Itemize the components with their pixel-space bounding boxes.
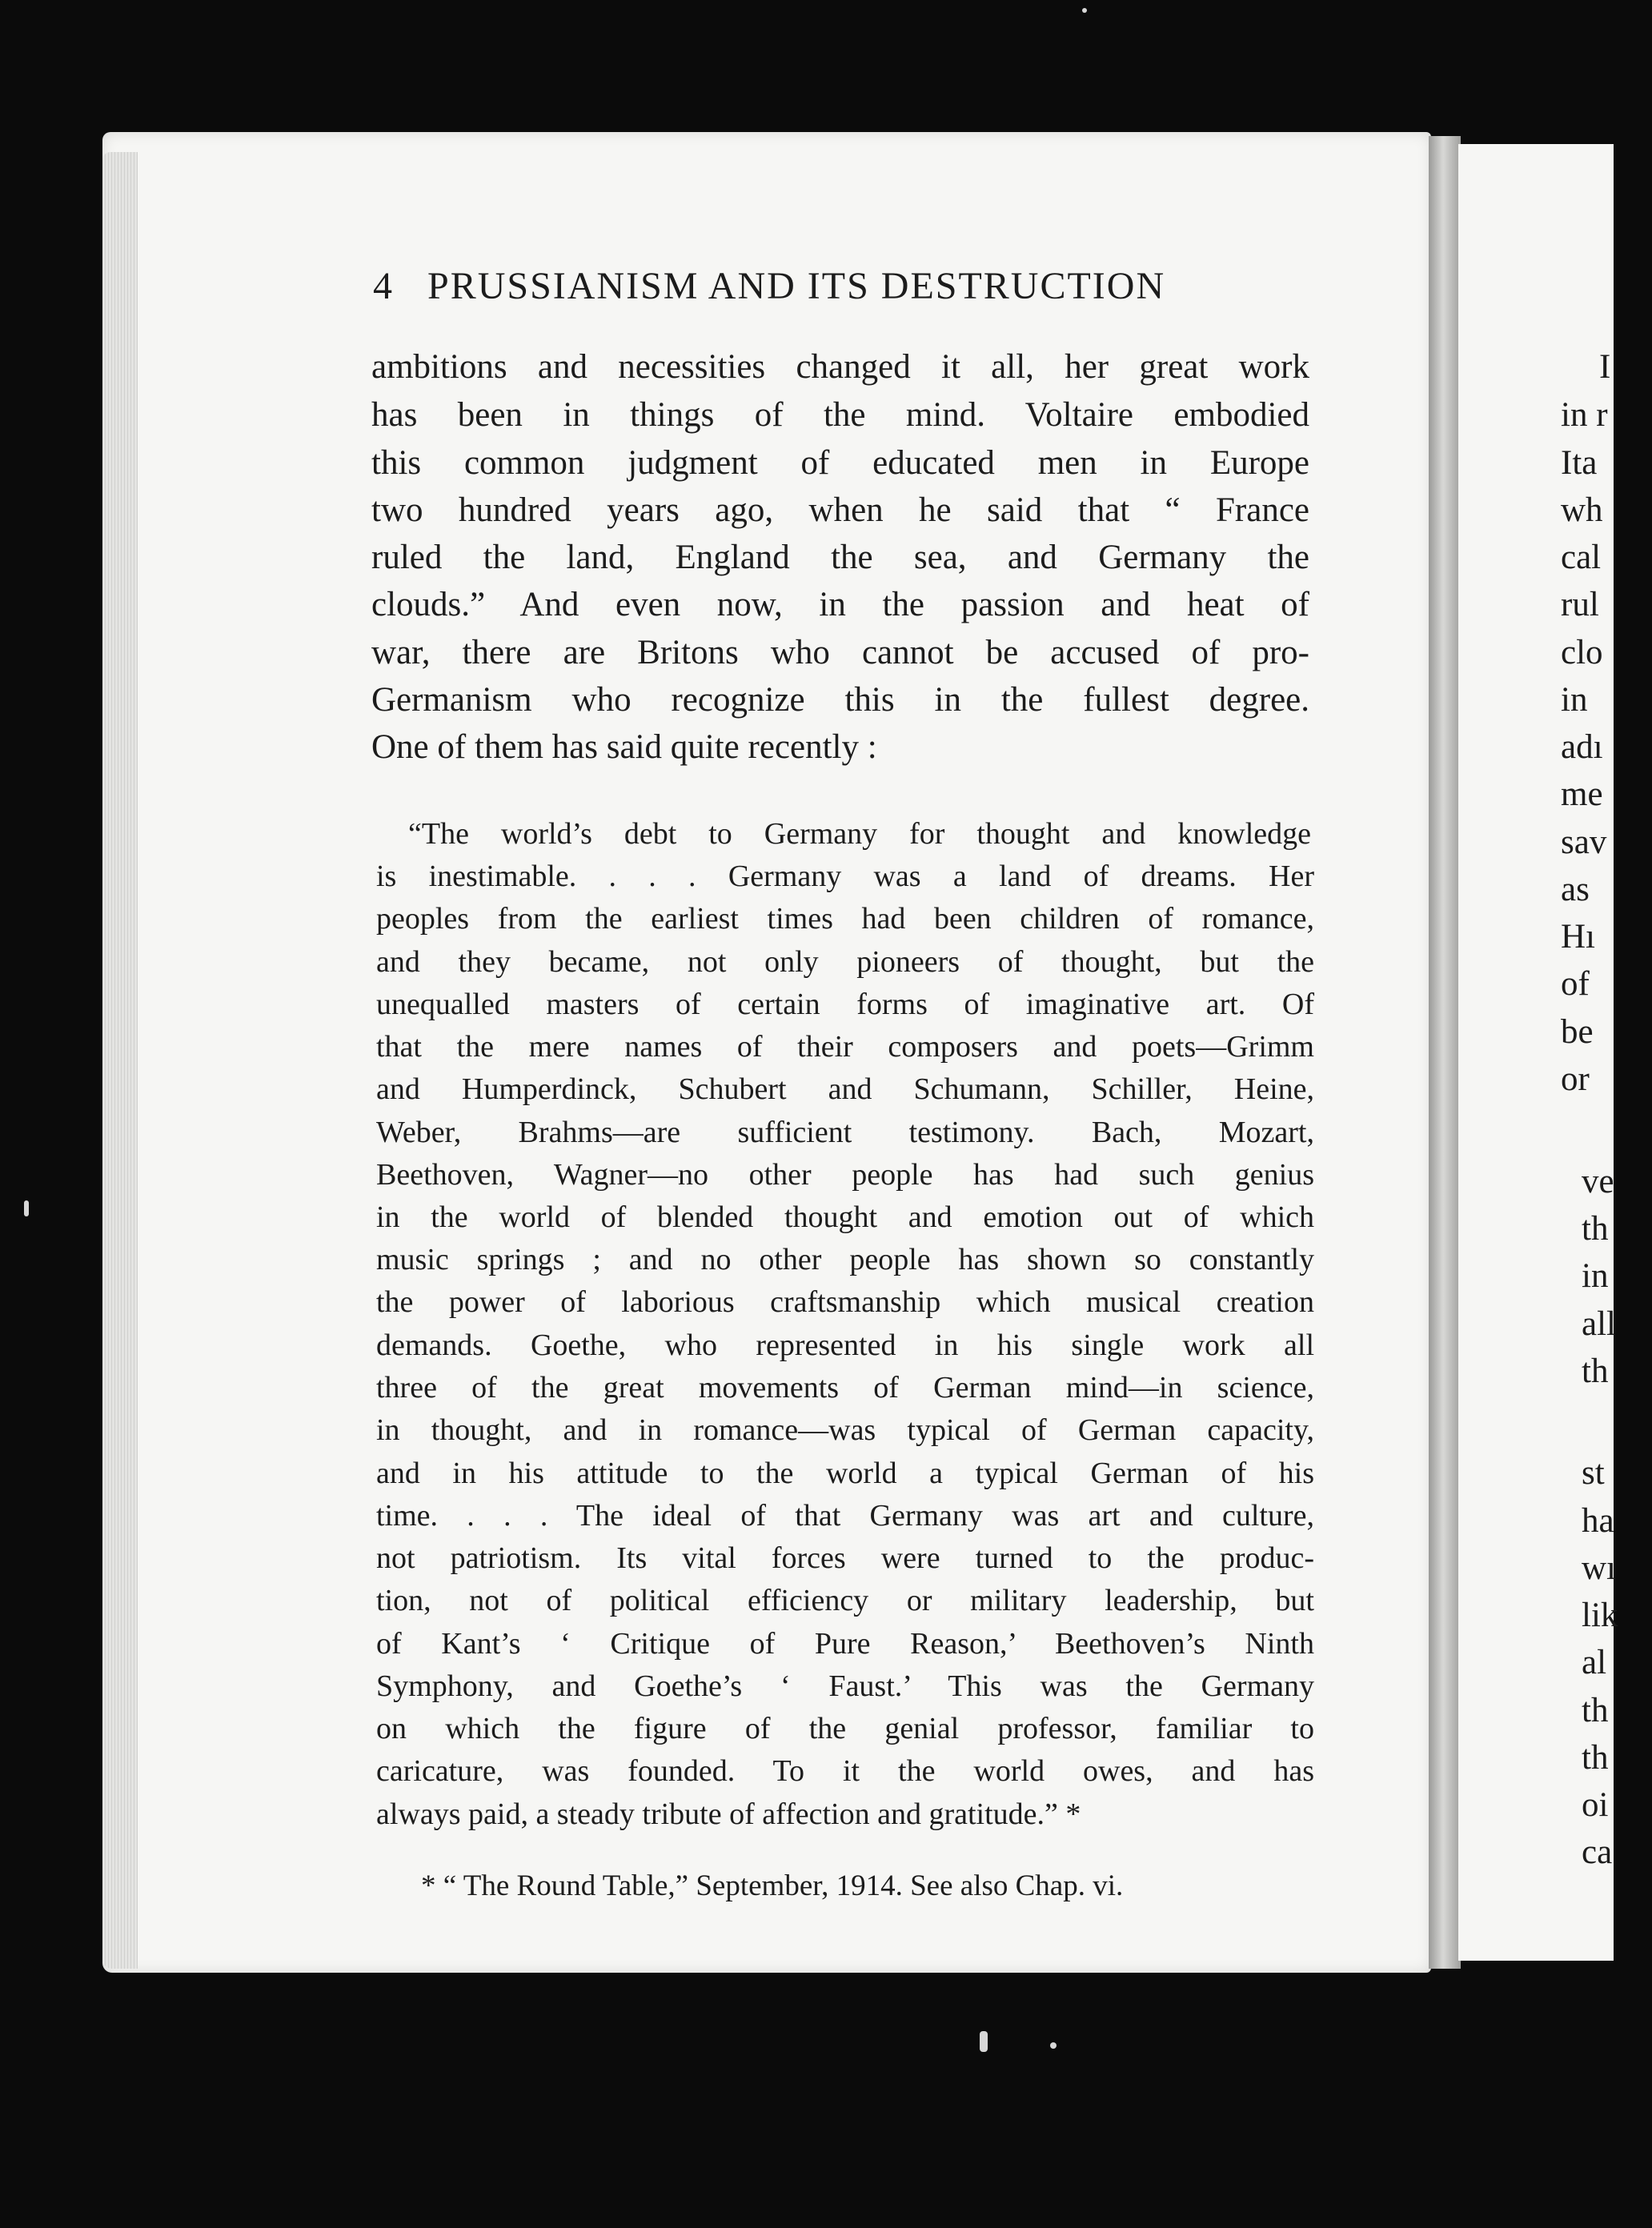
running-title: PRUSSIANISM AND ITS DESTRUCTION <box>427 265 1166 307</box>
quote-line: Beethoven, Wagner—no other people has had such genius <box>376 1158 1314 1192</box>
right-page-fragment: be <box>1561 1013 1594 1051</box>
body-line: Germanism who recognize this in the fullest degree. <box>371 681 1309 719</box>
body-line: clouds.” And even now, in the passion and heat of <box>371 586 1309 623</box>
right-page-fragment: oi <box>1582 1786 1609 1824</box>
right-page-fragment: sav <box>1561 823 1607 861</box>
right-page-fragment: Hı <box>1561 918 1595 956</box>
right-page-fragment: in <box>1561 681 1588 719</box>
right-page-fragment: I <box>1599 348 1611 386</box>
body-line: war, there are Britons who cannot be accused of pro- <box>371 634 1309 671</box>
right-page-fragment: th <box>1582 1210 1609 1248</box>
right-page-fragment: cal <box>1561 539 1602 576</box>
quote-line: that the mere names of their composers and poets—Grimm <box>376 1030 1314 1064</box>
right-page-fragment: th <box>1582 1692 1609 1729</box>
quote-line: caricature, was founded. To it the world owes, and has <box>376 1754 1314 1788</box>
body-line: ruled the land, England the sea, and Germany the <box>371 539 1309 576</box>
quote-line: Symphony, and Goethe’s ‘ Faust.’ This was the Germany <box>376 1669 1314 1703</box>
quote-line: in the world of blended thought and emotion out of which <box>376 1200 1314 1234</box>
right-page-fragment: th <box>1582 1739 1609 1777</box>
quote-line: demands. Goethe, who represented in his single work all <box>376 1328 1314 1362</box>
quote-line: three of the great movements of German mind—in science, <box>376 1371 1314 1405</box>
body-line: two hundred years ago, when he said that “ France <box>371 491 1309 529</box>
right-page-fragment: st <box>1582 1454 1605 1492</box>
right-page-fragment: ca <box>1582 1833 1613 1871</box>
body-line: One of them has said quite recently : <box>371 728 877 766</box>
right-page-fragment: th <box>1582 1352 1609 1390</box>
footnote: * “ The Round Table,” September, 1914. See also Chap. vi. <box>421 1869 1124 1902</box>
right-page-fragment: all <box>1582 1305 1616 1343</box>
right-page-fragment: wı <box>1582 1549 1616 1587</box>
body-line: has been in things of the mind. Voltaire embodied <box>371 396 1309 434</box>
quote-line: in thought, and in romance—was typical of German capacity, <box>376 1413 1314 1447</box>
right-page-fragment: adı <box>1561 728 1603 766</box>
quote-line: and in his attitude to the world a typical German of his <box>376 1457 1314 1490</box>
right-page-fragment: rul <box>1561 586 1599 623</box>
body-line: ambitions and necessities changed it all, her great work <box>371 348 1309 386</box>
right-page-fragment: al <box>1582 1644 1607 1681</box>
running-head <box>373 264 1309 312</box>
quote-line: and Humperdinck, Schubert and Schumann, Schiller, Heine, <box>376 1072 1314 1106</box>
right-page-fragment: ha <box>1582 1502 1614 1540</box>
dust-speck <box>980 2031 988 2052</box>
quote-line: and they became, not only pioneers of thought, but the <box>376 945 1314 979</box>
quote-line: the power of laborious craftsmanship which musical creation <box>376 1285 1314 1319</box>
body-line: this common judgment of educated men in Europe <box>371 444 1309 482</box>
right-page-fragment: wh <box>1561 491 1603 529</box>
right-page-fragment: in r <box>1561 396 1608 434</box>
right-page-fragment: or <box>1561 1060 1590 1098</box>
quote-line: unequalled masters of certain forms of imaginative art. Of <box>376 988 1314 1021</box>
right-page-fragment: Ita <box>1561 444 1598 482</box>
right-page-fragment: lik <box>1582 1597 1618 1634</box>
dust-speck <box>1050 2042 1057 2049</box>
right-page-fragment: me <box>1561 775 1603 813</box>
right-page-fragment: as <box>1561 871 1590 908</box>
dust-speck <box>24 1200 29 1216</box>
quote-line: always paid, a steady tribute of affection and gratitude.” * <box>376 1797 1081 1831</box>
quote-line: on which the figure of the genial professor, familiar to <box>376 1712 1314 1745</box>
quote-line: of Kant’s ‘ Critique of Pure Reason,’ Beethoven’s Ninth <box>376 1627 1314 1661</box>
page-number: 4 <box>373 265 394 307</box>
quote-line: peoples from the earliest times had been children of romance, <box>376 902 1314 936</box>
dust-speck <box>1082 8 1087 13</box>
quote-line: “The world’s debt to Germany for thought and knowledge <box>408 817 1311 851</box>
right-page-fragment: of <box>1561 965 1590 1003</box>
quote-line: not patriotism. Its vital forces were turned to the produc- <box>376 1541 1314 1575</box>
quote-line: Weber, Brahms—are sufficient testimony. Bach, Mozart, <box>376 1116 1314 1149</box>
quote-line: time. . . . The ideal of that Germany was art and culture, <box>376 1499 1314 1533</box>
right-page-fragment: in <box>1582 1257 1609 1295</box>
right-page-fragment: clo <box>1561 634 1603 671</box>
quote-line: music springs ; and no other people has shown so constantly <box>376 1243 1314 1276</box>
quote-line: is inestimable. . . . Germany was a land of dreams. Her <box>376 860 1314 893</box>
quote-line: tion, not of political efficiency or military leadership, but <box>376 1584 1314 1617</box>
right-page-fragment: ve <box>1582 1163 1614 1200</box>
